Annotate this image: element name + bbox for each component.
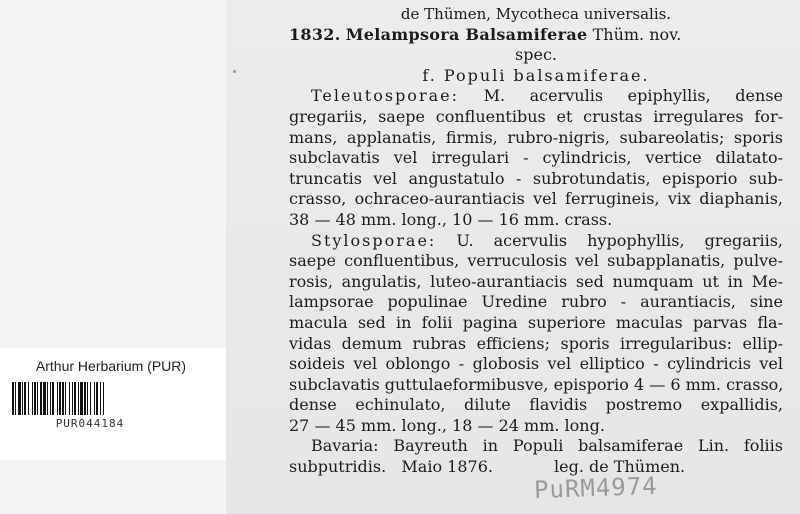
- barcode-number: PUR044184: [55, 417, 125, 430]
- herbarium-label: [0, 348, 226, 460]
- line-text: gregariis, saepe confluentibus et crustas irregulares for-: [289, 106, 783, 126]
- line-text: U. acervulis hypophyllis, gregariis,: [456, 230, 783, 250]
- section-heading: Teleutosporae:: [311, 86, 459, 106]
- line-text: Bavaria: Bayreuth in Populi balsamiferae Lin. foliis: [311, 436, 783, 456]
- forma: f. Populi balsamiferae.: [422, 65, 650, 85]
- description-line: [289, 231, 783, 252]
- handwritten-accession: PuRM4974: [533, 471, 659, 505]
- printed-label: [289, 4, 783, 478]
- line-text: dense echinulato, dilute flavidis postremo expallidis,: [289, 395, 783, 415]
- description-line: [289, 395, 783, 416]
- description-line: [289, 128, 783, 149]
- description-line: [289, 189, 783, 210]
- line-text: vidas demum rubras efficiens; sporis irregularibus: ellip-: [289, 333, 783, 353]
- description-line: [289, 148, 783, 169]
- line-text: saepe confluentibus, verruculosis vel subapplanatis, pulve-: [289, 251, 783, 271]
- description-body: [289, 86, 783, 477]
- line-text: soideis vel oblongo - globosis vel elliptico - cylindricis vel: [289, 354, 783, 374]
- species-name: Melampsora Balsamiferae: [345, 24, 588, 44]
- line-text: subclavatis vel irregulari - cylindricis, vertice dilatato-: [289, 148, 783, 168]
- barcode: [12, 382, 170, 415]
- series-header: de Thümen, Mycotheca universalis.: [400, 5, 672, 23]
- line-text: subputridis. Maio 1876. leg. de Thümen.: [289, 457, 686, 477]
- description-line: [289, 436, 783, 457]
- description-line: [289, 375, 783, 396]
- description-line: [289, 292, 783, 313]
- description-line: [289, 107, 783, 128]
- line-text: truncatis vel angustatulo - subrotundatis, episporio sub-: [289, 168, 783, 188]
- description-line: [289, 354, 783, 375]
- barcode-bar: [104, 382, 105, 415]
- line-text: macula sed in folii pagina superiore maculas parvas fla-: [289, 312, 783, 332]
- species-author: Thüm. nov.: [592, 24, 682, 44]
- description-line: [289, 86, 783, 107]
- line-text: 27 — 45 mm. long., 18 — 24 mm. long.: [289, 415, 605, 435]
- description-line: [289, 416, 783, 437]
- description-line: [289, 210, 783, 231]
- section-heading: Stylosporae:: [311, 230, 437, 250]
- description-line: [289, 251, 783, 272]
- line-text: rosis, angulatis, luteo-aurantiacis sed numquam ut in Me-: [289, 271, 783, 291]
- exsiccata-number: 1832.: [289, 24, 341, 44]
- line-text: lampsorae populinae Uredine rubro - aurantiacis, sine: [289, 292, 783, 312]
- description-line: [289, 272, 783, 293]
- line-text: subclavatis guttulaeformibusve, episporio 4 — 6 mm. crasso,: [289, 374, 784, 394]
- description-line: [289, 334, 783, 355]
- description-line: [289, 169, 783, 190]
- title-continuation: spec.: [515, 45, 557, 65]
- line-text: crasso, ochraceo-aurantiacis vel ferrugineis, vix diaphanis,: [289, 189, 783, 209]
- line-text: mans, applanatis, firmis, rubro-nigris, subareolatis; sporis: [289, 127, 783, 147]
- description-line: [289, 457, 783, 478]
- herbarium-name: Arthur Herbarium (PUR): [35, 358, 187, 374]
- description-line: [289, 313, 783, 334]
- ink-speck: [233, 70, 236, 73]
- line-text: M. acervulis epiphyllis, dense: [483, 86, 783, 106]
- line-text: 38 — 48 mm. long., 10 — 16 mm. crass.: [289, 209, 613, 229]
- species-title: [289, 25, 783, 46]
